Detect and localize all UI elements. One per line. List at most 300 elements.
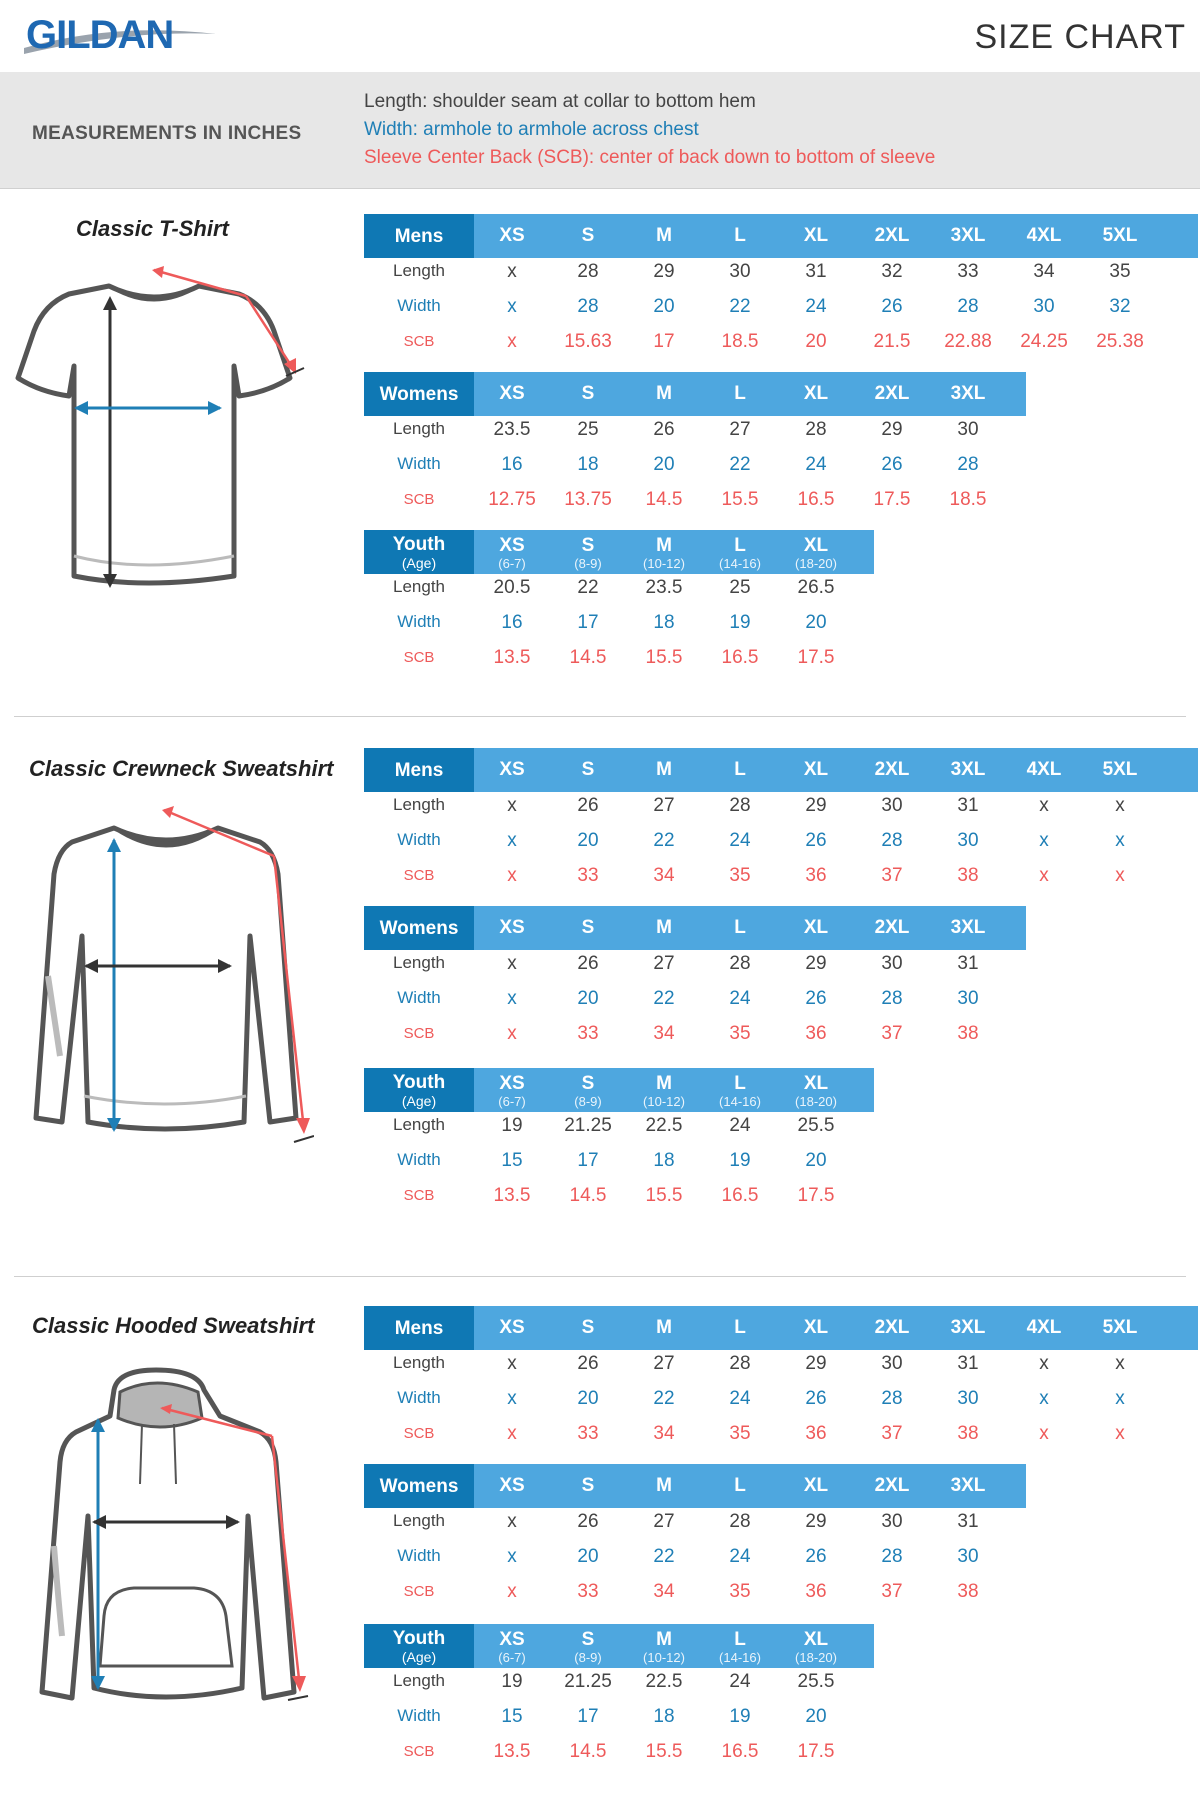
table-cell: 30 [881, 1511, 903, 1532]
section-divider [14, 1276, 1186, 1277]
table-cell: 35 [1109, 261, 1131, 282]
age-range: (18-20) [795, 556, 837, 571]
category-name: Womens [379, 1476, 459, 1497]
table-cell: 16.5 [721, 1185, 759, 1206]
product-title-hoodie: Classic Hooded Sweatshirt [32, 1313, 315, 1338]
size-label: 4XL [1026, 759, 1062, 780]
size-header [474, 1317, 550, 1339]
age-range: (6-7) [498, 1650, 526, 1665]
table-cell: 31 [957, 1511, 979, 1532]
table-cell: 28 [805, 419, 827, 440]
size-header [1082, 225, 1158, 247]
table-cell: 28 [729, 795, 751, 816]
table-cell: 15 [501, 1706, 523, 1727]
table-cell: 28 [881, 1388, 903, 1409]
size-label: XL [803, 759, 829, 780]
size-header [474, 383, 550, 405]
table-cell: 34 [1033, 261, 1055, 282]
size-header [854, 383, 930, 405]
category-name: Womens [379, 384, 459, 405]
category-label [364, 748, 474, 792]
table-cell: 27 [729, 419, 751, 440]
age-range: (14-16) [719, 1650, 761, 1665]
age-range: (8-9) [574, 556, 602, 571]
table-cell: 24 [729, 1115, 751, 1136]
table-cell: 36 [805, 1423, 827, 1444]
product-title-crewneck: Classic Crewneck Sweatshirt [29, 756, 334, 781]
row-label-length: Length [393, 953, 445, 972]
size-header [474, 535, 550, 571]
size-header [474, 1475, 550, 1497]
table-cell: 13.5 [493, 1185, 531, 1206]
table-cell: x [507, 331, 517, 352]
table-cell: 34 [653, 865, 675, 886]
table-cell: 36 [805, 865, 827, 886]
table-cell: 20 [805, 1150, 827, 1171]
row-label-width: Width [397, 1546, 441, 1565]
size-header [778, 917, 854, 939]
table-cell: 26 [805, 988, 827, 1009]
units-label: MEASUREMENTS IN INCHES [32, 123, 302, 144]
table-cell: 32 [881, 261, 903, 282]
table-cell: 26 [653, 419, 675, 440]
size-label: 3XL [950, 383, 986, 404]
size-label: L [734, 759, 746, 780]
table-cell: 27 [653, 953, 675, 974]
row-label-length: Length [393, 1511, 445, 1530]
table-cell: 36 [805, 1581, 827, 1602]
table-cell: 24.25 [1020, 331, 1068, 352]
size-label: L [734, 1073, 746, 1094]
row-label-width: Width [397, 1706, 441, 1725]
size-label: S [581, 759, 595, 780]
table-cell: 33 [957, 261, 979, 282]
size-header [930, 225, 1006, 247]
table-cell: x [1039, 1388, 1049, 1409]
table-cell: 18 [653, 1706, 675, 1727]
size-header [550, 1317, 626, 1339]
category-name: Mens [394, 226, 444, 247]
table-cell: 20 [653, 296, 675, 317]
size-label: 5XL [1102, 1317, 1138, 1338]
size-header [930, 1317, 1006, 1339]
table-cell: 16.5 [721, 647, 759, 668]
table-cell: 38 [957, 865, 979, 886]
table-cell: 20 [577, 830, 599, 851]
table-cell: x [507, 830, 517, 851]
age-range: (14-16) [719, 556, 761, 571]
size-label: S [581, 1317, 595, 1338]
row-label-scb: SCB [403, 649, 435, 666]
size-label: XS [499, 1629, 525, 1650]
table-cell: 16.5 [797, 489, 835, 510]
table-cell: 21.25 [564, 1115, 612, 1136]
table-cell: 30 [957, 1546, 979, 1567]
page-header [0, 0, 1200, 72]
table-cell: 22.5 [645, 1671, 683, 1692]
category-name: Mens [394, 760, 444, 781]
crewneck-sweatshirt-icon [14, 796, 314, 1146]
table-cell: x [1115, 795, 1125, 816]
table-cell: 17.5 [797, 1185, 835, 1206]
size-header [778, 1317, 854, 1339]
size-label: S [581, 1629, 595, 1650]
size-label: 5XL [1102, 759, 1138, 780]
size-header [626, 759, 702, 781]
table-cell: 33 [577, 1023, 599, 1044]
table-cell: 30 [957, 988, 979, 1009]
size-label: L [734, 383, 746, 404]
table-header-youth [364, 1068, 874, 1112]
size-header [702, 1475, 778, 1497]
table-cell: 38 [957, 1581, 979, 1602]
table-cell: 22 [653, 1388, 675, 1409]
table-cell: 21.5 [873, 331, 911, 352]
hooded-sweatshirt-icon [14, 1366, 314, 1716]
size-header [550, 225, 626, 247]
row-label-length: Length [393, 1353, 445, 1372]
size-header [702, 759, 778, 781]
table-cell: 22.88 [944, 331, 992, 352]
table-cell: 25 [577, 419, 599, 440]
table-cell: x [1115, 1423, 1125, 1444]
size-header [1082, 1317, 1158, 1339]
table-cell: 22 [653, 830, 675, 851]
table-cell: 22 [653, 988, 675, 1009]
size-header [550, 917, 626, 939]
table-cell: 26 [805, 1546, 827, 1567]
age-range: (6-7) [498, 556, 526, 571]
age-range: (6-7) [498, 1094, 526, 1109]
table-cell: 25.5 [797, 1671, 835, 1692]
table-cell: x [1115, 1388, 1125, 1409]
table-cell: 33 [577, 1423, 599, 1444]
size-header [474, 1629, 550, 1665]
size-label: XL [803, 1073, 829, 1094]
table-cell: 31 [957, 953, 979, 974]
size-label: M [656, 917, 672, 938]
size-label: XS [499, 535, 525, 556]
table-cell: 19 [729, 1150, 751, 1171]
table-cell: 30 [1033, 296, 1055, 317]
size-header [626, 1317, 702, 1339]
table-cell: 36 [805, 1023, 827, 1044]
table-cell: 26 [577, 1353, 599, 1374]
table-cell: 24 [729, 830, 751, 851]
table-cell: 27 [653, 1353, 675, 1374]
table-cell: 22 [729, 296, 751, 317]
size-label: S [581, 917, 595, 938]
table-cell: x [507, 795, 517, 816]
table-cell: 31 [957, 795, 979, 816]
size-header [1006, 1317, 1082, 1339]
table-cell: 17.5 [797, 1741, 835, 1762]
table-cell: x [1039, 1353, 1049, 1374]
table-cell: 37 [881, 1423, 903, 1444]
table-header-youth [364, 530, 874, 574]
category-label [364, 214, 474, 258]
size-label: 4XL [1026, 1317, 1062, 1338]
table-cell: 30 [881, 1353, 903, 1374]
category-label [364, 1624, 474, 1668]
table-cell: 15 [501, 1150, 523, 1171]
row-label-length: Length [393, 795, 445, 814]
row-label-length: Length [393, 1671, 445, 1690]
size-header [626, 917, 702, 939]
table-cell: 29 [881, 419, 903, 440]
size-header [474, 759, 550, 781]
category-name: Youth [392, 534, 446, 555]
table-cell: x [507, 1023, 517, 1044]
table-cell: 20 [805, 331, 827, 352]
measurements-band [0, 72, 1200, 189]
size-header [930, 1475, 1006, 1497]
table-cell: 18 [653, 612, 675, 633]
size-header [778, 535, 854, 571]
category-subtitle: (Age) [401, 1649, 437, 1665]
table-cell: 23.5 [645, 577, 683, 598]
row-label-length: Length [393, 419, 445, 438]
size-label: L [734, 1317, 746, 1338]
table-cell: 28 [577, 296, 599, 317]
size-header [1082, 759, 1158, 781]
table-cell: 25.5 [797, 1115, 835, 1136]
size-header [474, 225, 550, 247]
table-cell: 25 [729, 577, 751, 598]
table-cell: 17 [653, 331, 675, 352]
size-label: M [656, 759, 672, 780]
age-range: (10-12) [643, 1094, 685, 1109]
table-cell: x [507, 953, 517, 974]
table-header-womens [364, 372, 1026, 416]
size-header [854, 917, 930, 939]
category-subtitle: (Age) [401, 555, 437, 571]
size-label: 3XL [950, 1475, 986, 1496]
table-header-mens [364, 748, 1198, 792]
table-cell: 26 [805, 1388, 827, 1409]
size-label: XL [803, 225, 829, 246]
table-cell: 13.5 [493, 1741, 531, 1762]
category-label [364, 372, 474, 416]
table-cell: 28 [881, 830, 903, 851]
category-name: Youth [392, 1628, 446, 1649]
size-label: 4XL [1026, 225, 1062, 246]
table-cell: 22 [653, 1546, 675, 1567]
size-header [702, 1073, 778, 1109]
table-cell: 28 [729, 1353, 751, 1374]
table-cell: 30 [957, 1388, 979, 1409]
row-label-scb: SCB [403, 867, 435, 884]
age-range: (10-12) [643, 1650, 685, 1665]
table-cell: 23.5 [493, 419, 531, 440]
table-cell: 26 [881, 296, 903, 317]
table-header-mens [364, 1306, 1198, 1350]
row-label-scb: SCB [403, 1425, 435, 1442]
row-label-scb: SCB [403, 1187, 435, 1204]
table-cell: 31 [957, 1353, 979, 1374]
size-header [702, 535, 778, 571]
size-label: L [734, 917, 746, 938]
size-label: S [581, 1475, 595, 1496]
size-header [626, 1475, 702, 1497]
age-range: (18-20) [795, 1650, 837, 1665]
size-header [702, 225, 778, 247]
table-cell: 33 [577, 1581, 599, 1602]
table-cell: x [507, 1581, 517, 1602]
size-header [930, 917, 1006, 939]
table-header-womens [364, 1464, 1026, 1508]
table-cell: 30 [881, 953, 903, 974]
table-cell: 25.38 [1096, 331, 1144, 352]
table-cell: 38 [957, 1023, 979, 1044]
table-cell: 16.5 [721, 1741, 759, 1762]
size-header [550, 535, 626, 571]
size-label: XS [499, 1073, 525, 1094]
size-label: XS [499, 1475, 525, 1496]
svg-text:GILDAN: GILDAN [26, 13, 174, 57]
table-cell: 30 [957, 419, 979, 440]
table-cell: 18.5 [721, 331, 759, 352]
table-cell: x [507, 296, 517, 317]
size-header [626, 535, 702, 571]
size-header [702, 1629, 778, 1665]
row-label-width: Width [397, 830, 441, 849]
category-name: Mens [394, 1318, 444, 1339]
size-label: 2XL [874, 225, 910, 246]
page-title: SIZE CHART [974, 18, 1186, 56]
table-cell: x [1039, 1423, 1049, 1444]
table-cell: x [507, 1546, 517, 1567]
table-cell: 20 [577, 1388, 599, 1409]
table-cell: 28 [729, 953, 751, 974]
tshirt-icon [14, 256, 314, 596]
size-header [702, 917, 778, 939]
table-cell: 14.5 [569, 1185, 607, 1206]
table-cell: 19 [501, 1671, 523, 1692]
table-cell: 28 [881, 1546, 903, 1567]
table-cell: 35 [729, 865, 751, 886]
table-cell: 37 [881, 1023, 903, 1044]
table-cell: x [1039, 865, 1049, 886]
size-header [778, 1629, 854, 1665]
size-header [778, 1073, 854, 1109]
size-label: M [656, 1073, 672, 1094]
size-header [702, 1317, 778, 1339]
scb-definition: Sleeve Center Back (SCB): center of back down to bottom of sleeve [364, 147, 936, 168]
table-cell: x [1115, 865, 1125, 886]
table-cell: 14.5 [569, 1741, 607, 1762]
size-header [626, 225, 702, 247]
size-label: M [656, 225, 672, 246]
row-label-scb: SCB [403, 1743, 435, 1760]
table-cell: 34 [653, 1581, 675, 1602]
size-header [550, 1073, 626, 1109]
size-label: XL [803, 535, 829, 556]
category-label [364, 1068, 474, 1112]
table-cell: 20 [577, 988, 599, 1009]
size-label: 3XL [950, 225, 986, 246]
table-cell: 34 [653, 1423, 675, 1444]
size-label: L [734, 535, 746, 556]
table-cell: 13.75 [564, 489, 612, 510]
table-cell: 33 [577, 865, 599, 886]
table-cell: 35 [729, 1581, 751, 1602]
table-cell: 29 [653, 261, 675, 282]
table-cell: 24 [729, 1546, 751, 1567]
row-label-width: Width [397, 296, 441, 315]
table-cell: 29 [805, 1353, 827, 1374]
table-cell: 29 [805, 953, 827, 974]
size-header [778, 759, 854, 781]
table-cell: 20 [653, 454, 675, 475]
size-label: S [581, 383, 595, 404]
size-header [854, 1317, 930, 1339]
table-cell: 29 [805, 1511, 827, 1532]
table-cell: 24 [729, 988, 751, 1009]
measurement-definitions [364, 88, 935, 172]
size-header [550, 1475, 626, 1497]
size-label: 2XL [874, 1317, 910, 1338]
table-cell: 15.5 [721, 489, 759, 510]
size-label: XL [803, 917, 829, 938]
table-cell: 24 [729, 1388, 751, 1409]
table-cell: 17 [577, 1150, 599, 1171]
table-cell: 20.5 [493, 577, 531, 598]
size-header [474, 917, 550, 939]
table-cell: 22 [577, 577, 599, 598]
category-subtitle: (Age) [401, 1093, 437, 1109]
size-label: XL [803, 1317, 829, 1338]
row-label-scb: SCB [403, 1025, 435, 1042]
table-cell: x [1115, 1353, 1125, 1374]
table-cell: 15.5 [645, 1185, 683, 1206]
size-label: 3XL [950, 917, 986, 938]
size-header [702, 383, 778, 405]
table-cell: 26 [577, 795, 599, 816]
size-label: XS [499, 917, 525, 938]
table-cell: 17.5 [797, 647, 835, 668]
table-cell: 20 [577, 1546, 599, 1567]
row-label-width: Width [397, 988, 441, 1007]
size-header [626, 1073, 702, 1109]
age-range: (14-16) [719, 1094, 761, 1109]
table-cell: 29 [805, 795, 827, 816]
table-cell: 26.5 [797, 577, 835, 598]
table-cell: 13.5 [493, 647, 531, 668]
size-label: M [656, 383, 672, 404]
size-header [626, 1629, 702, 1665]
size-label: XS [499, 383, 525, 404]
table-cell: 24 [729, 1671, 751, 1692]
table-cell: 17 [577, 1706, 599, 1727]
table-cell: 20 [805, 612, 827, 633]
table-cell: 28 [577, 261, 599, 282]
table-cell: 22 [729, 454, 751, 475]
table-cell: 26 [881, 454, 903, 475]
row-label-scb: SCB [403, 333, 435, 350]
size-label: 2XL [874, 1475, 910, 1496]
table-header-youth [364, 1624, 874, 1668]
size-label: XL [803, 383, 829, 404]
size-label: XL [803, 1629, 829, 1650]
size-label: L [734, 1475, 746, 1496]
gildan-logo-icon [16, 4, 216, 64]
table-cell: 30 [881, 795, 903, 816]
size-label: L [734, 225, 746, 246]
table-cell: x [1039, 795, 1049, 816]
table-cell: 28 [957, 296, 979, 317]
table-cell: 30 [729, 261, 751, 282]
